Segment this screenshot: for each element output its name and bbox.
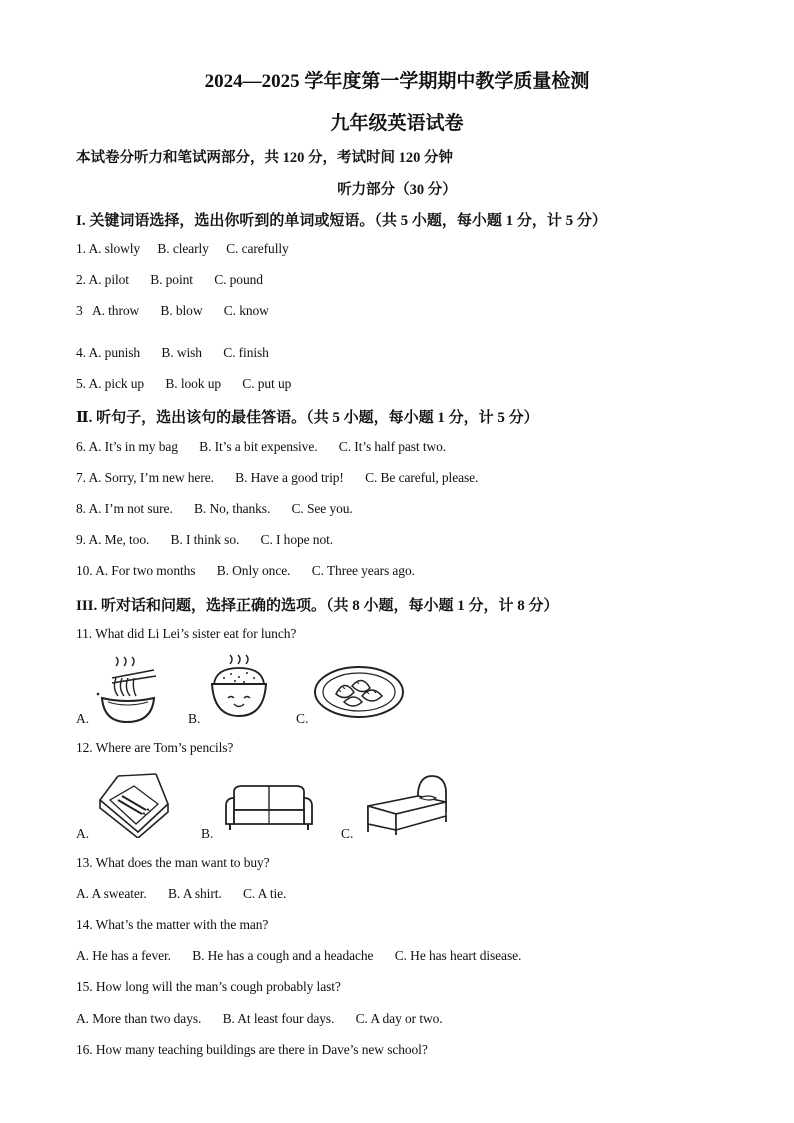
option-c: C. finish [223, 345, 269, 360]
option-a-label: A. [76, 711, 90, 726]
option-b: B. blow [160, 303, 203, 318]
option-b-label: B. [188, 711, 201, 726]
option-a: A. More than two days. [76, 1011, 202, 1026]
question-4 [76, 345, 269, 361]
noodles-bowl-icon [94, 656, 160, 724]
sofa-icon [222, 784, 316, 834]
option-b: B. clearly [157, 241, 209, 256]
question-15-options [76, 1011, 443, 1027]
option-c: C. put up [242, 376, 292, 391]
option-a: A. slowly [88, 241, 141, 256]
option-c: C. A day or two. [355, 1011, 443, 1026]
question-number: 3 [76, 303, 83, 318]
page-title: 2024—2025 学年度第一学期期中教学质量检测 [204, 71, 590, 92]
question-11: 11. What did Li Lei’s sister eat for lunch? [76, 626, 297, 641]
option-a: A. I’m not sure. [88, 501, 173, 516]
exam-note: 本试卷分听力和笔试两部分，共 120 分，考试时间 120 分钟 [76, 150, 453, 166]
option-b: B. look up [165, 376, 222, 391]
question-13-options [76, 886, 286, 902]
question-10 [76, 563, 415, 579]
pencil-case-icon [96, 770, 172, 838]
section3-heading: III. 听对话和问题，选择正确的选项。（共 8 小题，每小题 1 分，计 8 分） [76, 598, 559, 614]
option-a: A. It’s in my bag [88, 439, 178, 454]
part-heading: 听力部分（30 分） [337, 182, 457, 198]
option-b: B. No, thanks. [194, 501, 271, 516]
option-b: B. Have a good trip! [235, 470, 344, 485]
question-5 [76, 376, 291, 392]
question-8 [76, 501, 353, 517]
question-14-options [76, 948, 521, 964]
option-a: A. throw [91, 303, 140, 318]
bed-icon [362, 772, 448, 836]
option-c: C. A tie. [242, 886, 287, 901]
question-number: 8. [76, 501, 86, 516]
option-b: B. point [150, 272, 193, 287]
page-subtitle: 九年级英语试卷 [330, 113, 464, 134]
option-c: C. I hope not. [260, 532, 334, 547]
rice-bowl-icon [206, 654, 272, 720]
option-c: C. It’s half past two. [338, 439, 447, 454]
option-b: B. Only once. [216, 563, 291, 578]
option-c-label: C. [341, 826, 354, 841]
question-3 [76, 303, 269, 319]
option-c: C. Three years ago. [311, 563, 415, 578]
question-9 [76, 532, 333, 548]
section2-heading: Ⅱ. 听句子，选出该句的最佳答语。（共 5 小题，每小题 1 分，计 5 分） [76, 410, 539, 426]
question-16: 16. How many teaching buildings are there in Dave’s new school? [76, 1042, 428, 1057]
question-14: 14. What’s the matter with the man? [76, 917, 269, 932]
option-c: C. See you. [291, 501, 353, 516]
option-c: C. He has heart disease. [394, 948, 522, 963]
option-b: B. A shirt. [167, 886, 222, 901]
question-number: 7. [76, 470, 86, 485]
section1-heading: I. 关键词语选择，选出你听到的单词或短语。（共 5 小题，每小题 1 分，计 5 分） [76, 213, 607, 229]
option-a: A. For two months [95, 563, 196, 578]
option-c: C. Be careful, please. [365, 470, 479, 485]
question-12: 12. Where are Tom’s pencils? [76, 740, 234, 755]
option-b: B. At least four days. [222, 1011, 335, 1026]
option-a: A. He has a fever. [76, 948, 171, 963]
option-b: B. It’s a bit expensive. [199, 439, 318, 454]
option-a: A. punish [88, 345, 141, 360]
option-c-label: C. [296, 711, 309, 726]
option-a: A. Sorry, I’m new here. [88, 470, 214, 485]
question-number: 4. [76, 345, 86, 360]
question-number: 6. [76, 439, 86, 454]
option-b-label: B. [201, 826, 214, 841]
option-a: A. A sweater. [76, 886, 147, 901]
option-a: A. Me, too. [88, 532, 150, 547]
option-b: B. He has a cough and a headache [192, 948, 374, 963]
question-number: 9. [76, 532, 86, 547]
option-c: C. carefully [226, 241, 289, 256]
option-a: A. pick up [88, 376, 145, 391]
option-c: C. pound [214, 272, 263, 287]
question-6 [76, 439, 446, 455]
option-b: B. wish [161, 345, 202, 360]
question-13: 13. What does the man want to buy? [76, 855, 270, 870]
question-number: 10. [76, 563, 93, 578]
option-c: C. know [223, 303, 269, 318]
question-2 [76, 272, 263, 288]
option-a-label: A. [76, 826, 90, 841]
question-7 [76, 470, 478, 486]
dumplings-plate-icon [312, 664, 406, 720]
question-number: 1. [76, 241, 86, 256]
option-a: A. pilot [88, 272, 129, 287]
question-number: 2. [76, 272, 86, 287]
question-number: 5. [76, 376, 86, 391]
question-15: 15. How long will the man’s cough probably last? [76, 979, 341, 994]
option-b: B. I think so. [170, 532, 240, 547]
question-1 [76, 241, 289, 257]
